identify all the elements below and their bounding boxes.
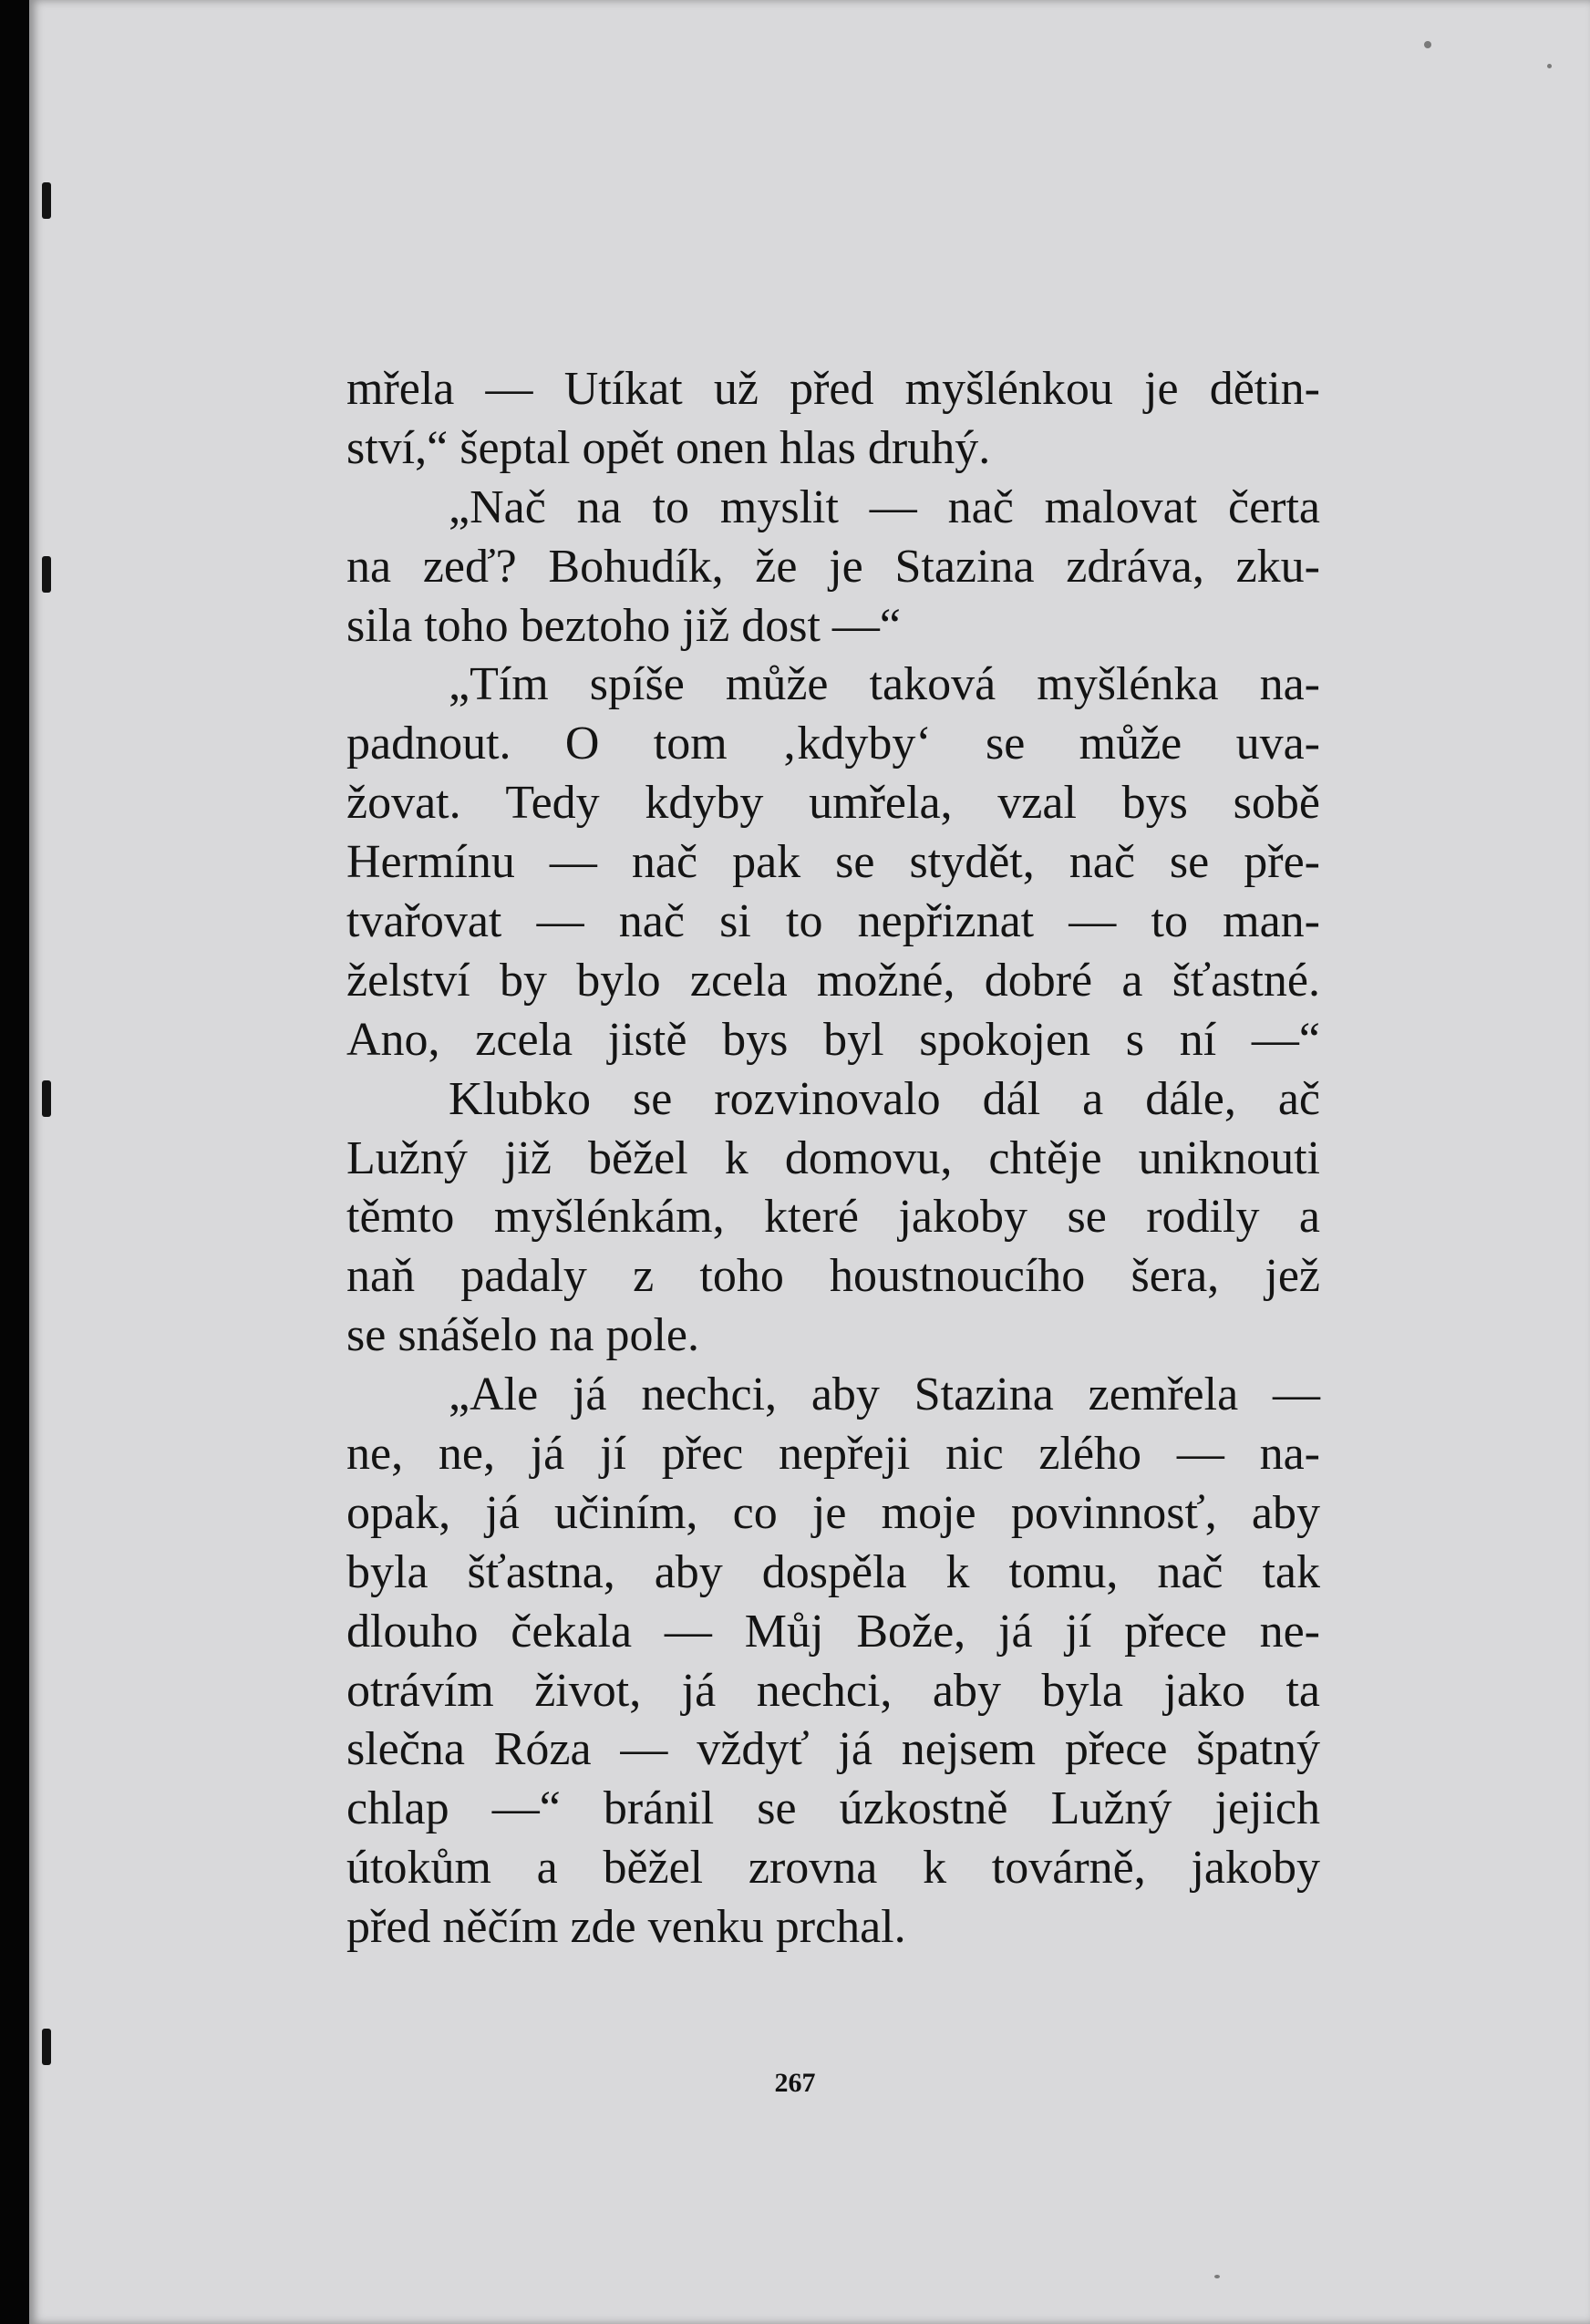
text-line: otrávím život, já nechci, aby byla jako ta	[346, 1664, 1320, 1717]
text-line: chlap —“ bránil se úzkostně Lužný jejich	[346, 1782, 1320, 1835]
text-line: žovat. Tedy kdyby umřela, vzal bys sobě	[346, 777, 1320, 830]
text-line: na zeď? Bohudík, že je Stazina zdráva, zku-	[346, 540, 1320, 593]
page-edge-mark	[42, 182, 51, 219]
page-edge-mark	[42, 556, 51, 593]
paper-speck	[1547, 64, 1552, 68]
text-line: Klubko se rozvinovalo dál a dále, ač	[449, 1072, 1320, 1125]
text-line: mřela — Utíkat už před myšlénkou je dětin-	[346, 363, 1320, 415]
text-line: před něčím zde venku prchal.	[346, 1901, 906, 1954]
text-line: padnout. O tom ‚kdyby‘ se může uva-	[346, 718, 1320, 770]
text-line: slečna Róza — vždyť já nejsem přece špatný	[346, 1723, 1320, 1776]
text-line: „Ale já nechci, aby Stazina zemřela —	[449, 1369, 1320, 1421]
text-line: těmto myšlénkám, které jakoby se rodily a	[346, 1191, 1320, 1244]
page-edge-mark	[42, 2029, 51, 2065]
text-line: želství by bylo zcela možné, dobré a šťastné.	[346, 954, 1320, 1007]
text-line: Lužný již běžel k domovu, chtěje uniknouti	[346, 1131, 1320, 1184]
text-line: tvařovat — nač si to nepřiznat — to man-	[346, 895, 1320, 948]
text-line: „Nač na to myslit — nač malovat čerta	[449, 480, 1320, 533]
text-line: naň padaly z toho houstnoucího šera, jež	[346, 1250, 1320, 1303]
text-line: sila toho beztoho již dost —“	[346, 599, 902, 652]
book-spine-shadow	[0, 0, 29, 2324]
text-line: opak, já učiním, co je moje povinnosť, aby	[346, 1486, 1320, 1539]
paper-speck	[1424, 41, 1431, 48]
text-line: ství,“ šeptal opět onen hlas druhý.	[346, 421, 991, 474]
page-number: 267	[774, 2068, 816, 2098]
text-line: „Tím spíše může taková myšlénka na-	[449, 658, 1320, 711]
text-line: ne, ne, já jí přec nepřeji nic zlého — na-	[346, 1428, 1320, 1481]
paper-speck	[1214, 2275, 1220, 2278]
text-line: Ano, zcela jistě bys byl spokojen s ní —“	[346, 1013, 1320, 1066]
text-line: Hermínu — nač pak se stydět, nač se pře-	[346, 836, 1320, 889]
body-text	[346, 360, 1320, 1957]
text-line: dlouho čekala — Můj Bože, já jí přece ne-	[346, 1605, 1320, 1658]
text-line: útokům a běžel zrovna k továrně, jakoby	[346, 1842, 1320, 1895]
text-line: byla šťastna, aby dospěla k tomu, nač tak	[346, 1545, 1320, 1598]
text-line: se snášelo na pole.	[346, 1309, 700, 1362]
page-edge-mark	[42, 1080, 51, 1117]
